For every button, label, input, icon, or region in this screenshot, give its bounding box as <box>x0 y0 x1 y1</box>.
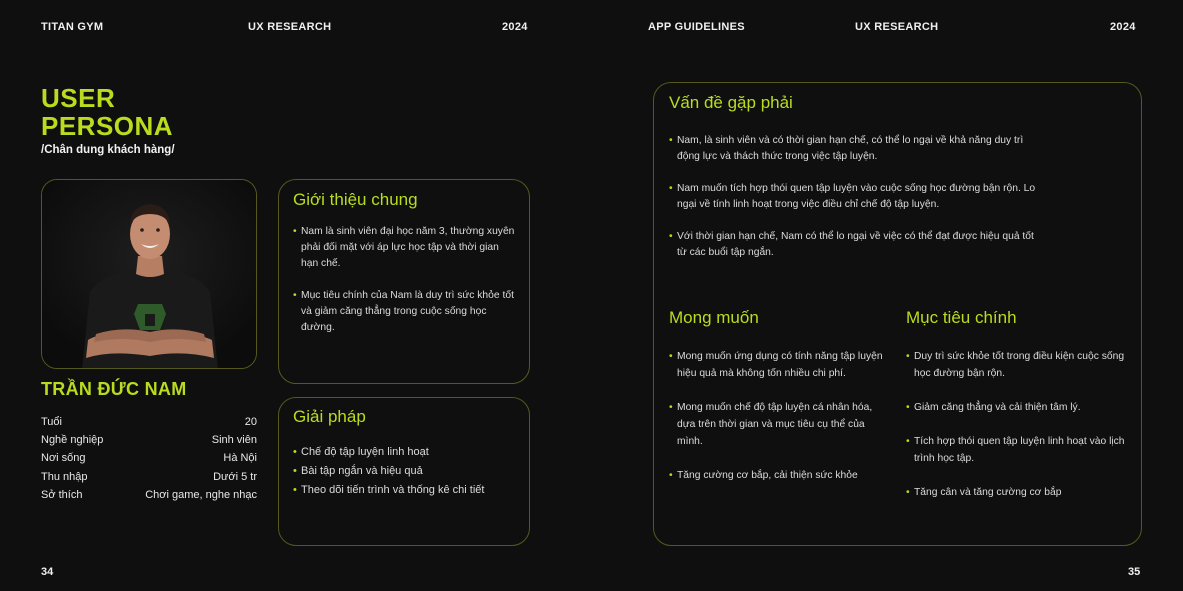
list-item: • Nam, là sinh viên và có thời gian hạn chế, có thể lo ngại về khả năng duy trì động lực và thách thức trong việc tập luyện. <box>669 133 1044 165</box>
research-card <box>653 82 1142 546</box>
page-number-left: 34 <box>41 566 54 578</box>
page-subtitle: /Chân dung khách hàng/ <box>41 144 175 156</box>
list-item: • Tích hợp thói quen tập luyện linh hoạt vào lịch trình học tập. <box>906 433 1128 467</box>
page-number-right: 35 <box>1128 566 1141 578</box>
list-item: • Theo dõi tiến trình và thống kê chi tiết <box>293 481 515 500</box>
list-item: • Nam muốn tích hợp thói quen tập luyện vào cuộc sống học đường bận rộn. Lo ngại về tính linh hoạt trong việc điều chỉ chế độ tập luyện. <box>669 181 1044 213</box>
intro-list <box>293 224 515 336</box>
desires-list <box>669 348 889 484</box>
year-label-right: 2024 <box>1110 21 1136 33</box>
list-item: • Với thời gian hạn chế, Nam có thể lo ngại về việc có thể đạt được hiệu quả tốt từ các buổi tập ngắn. <box>669 229 1044 261</box>
list-item: • Duy trì sức khỏe tốt trong điều kiện cuộc sống học đường bận rộn. <box>906 348 1128 382</box>
info-value: Hà Nội <box>223 452 257 465</box>
solution-card <box>278 397 530 546</box>
list-item: • Giảm căng thẳng và cải thiện tâm lý. <box>906 399 1128 416</box>
info-label: Tuổi <box>41 416 62 428</box>
info-label: Sở thích <box>41 488 83 501</box>
info-row-location <box>41 449 257 467</box>
info-value: Chơi game, nghe nhạc <box>145 488 257 501</box>
list-item: • Nam là sinh viên đại học năm 3, thường xuyên phải đối mặt với áp lực học tập và thời gian hạn chế. <box>293 224 515 272</box>
info-label: Nghề nghiệp <box>41 434 104 447</box>
year-label-left: 2024 <box>502 21 528 33</box>
info-row-hobbies <box>41 486 257 504</box>
brand-label: TITAN GYM <box>41 21 104 33</box>
person-illustration <box>42 180 257 369</box>
desires-title: Mong muốn <box>669 308 759 327</box>
title-line-1: USER <box>41 83 116 113</box>
info-value: Sinh viên <box>211 434 257 447</box>
info-value: 20 <box>244 416 257 428</box>
page-title <box>41 84 173 140</box>
info-row-age <box>41 413 257 431</box>
list-item: • Bài tập ngắn và hiệu quả <box>293 462 515 481</box>
list-item: • Mong muốn ứng dụng có tính năng tập luyện hiệu quả mà không tốn nhiều chi phí. <box>669 348 889 382</box>
goals-title: Mục tiêu chính <box>906 308 1017 327</box>
persona-name: TRẦN ĐỨC NAM <box>41 379 187 399</box>
list-item: • Chế độ tập luyện linh hoạt <box>293 443 515 462</box>
info-label: Thu nhập <box>41 470 88 483</box>
title-line-2: PERSONA <box>41 111 174 141</box>
solution-list <box>293 443 515 500</box>
goals-list <box>906 348 1128 501</box>
section-label-left: UX RESEARCH <box>248 21 332 33</box>
info-value: Dưới 5 tr <box>213 470 257 483</box>
list-item: • Mục tiêu chính của Nam là duy trì sức khỏe tốt và giảm căng thẳng trong cuộc sống học đường. <box>293 288 515 336</box>
list-item: • Tăng cường cơ bắp, cải thiện sức khỏe <box>669 467 889 484</box>
problems-list <box>669 133 1044 261</box>
problems-title: Vấn đề gặp phải <box>669 93 793 112</box>
info-label: Nơi sống <box>41 452 86 465</box>
persona-photo <box>41 179 257 369</box>
intro-title: Giới thiệu chung <box>293 190 418 209</box>
list-item: • Tăng cân và tăng cường cơ bắp <box>906 484 1128 501</box>
list-item: • Mong muốn chế độ tập luyện cá nhân hóa, dựa trên thời gian và mục tiêu cụ thể của mình. <box>669 399 889 450</box>
guidelines-label: APP GUIDELINES <box>648 21 745 33</box>
section-label-right: UX RESEARCH <box>855 21 939 33</box>
solution-title: Giải pháp <box>293 407 366 426</box>
intro-card <box>278 179 530 384</box>
persona-info <box>41 413 257 504</box>
info-row-income <box>41 468 257 486</box>
info-row-job <box>41 431 257 449</box>
